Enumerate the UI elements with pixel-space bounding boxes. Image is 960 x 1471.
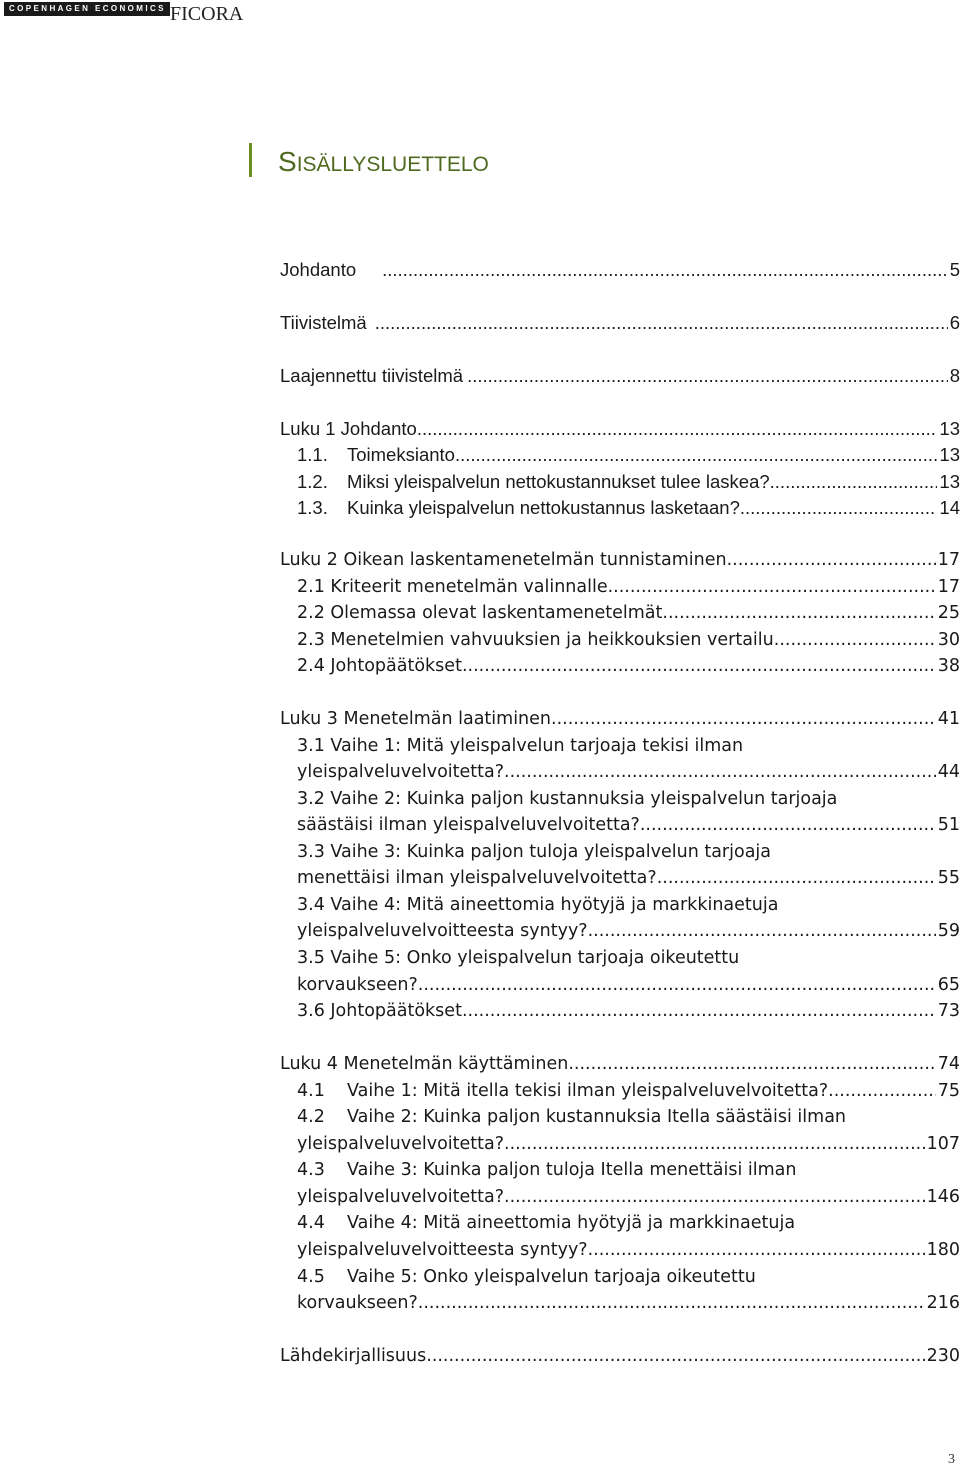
toc-page-number: 74 — [937, 1054, 960, 1074]
toc-entry-luku-1[interactable] — [280, 418, 960, 444]
title-rest: ISÄLLYSLUETTELO — [296, 153, 489, 176]
toc-entry-4-4-line2[interactable] — [297, 1240, 960, 1266]
toc-dot-leader — [462, 656, 936, 676]
toc-section-number: 1.1. — [297, 444, 328, 465]
toc-dot-leader — [462, 1001, 936, 1021]
toc-entry-4-2-line2[interactable] — [297, 1134, 960, 1160]
toc-dot-leader — [662, 603, 935, 623]
toc-page-number: 25 — [937, 603, 960, 623]
toc-entry-3-5-line2[interactable] — [297, 975, 960, 1001]
toc-page-number: 5 — [949, 259, 960, 280]
toc-entry-3-4-line1[interactable]: 3.4 Vaihe 4: Mitä aineettomia hyötyjä ja markkinaetuja — [297, 895, 779, 915]
toc-entry-3-6[interactable] — [297, 1001, 960, 1027]
toc-dot-leader — [375, 312, 948, 334]
toc-entry-1-1[interactable] — [297, 444, 960, 470]
toc-entry-text: Johdanto — [280, 259, 357, 280]
toc-entry-4-5-line1[interactable] — [297, 1267, 756, 1293]
toc-entry-text: Laajennettu tiivistelmä — [280, 365, 464, 386]
toc-dot-leader — [455, 444, 937, 466]
toc-page-number: 75 — [937, 1081, 960, 1101]
toc-entry-3-4-line2[interactable] — [297, 921, 960, 947]
toc-page-number: 230 — [926, 1346, 960, 1366]
title-first-letter: S — [278, 146, 297, 177]
toc-page-number: 180 — [926, 1240, 960, 1260]
toc-entry-3-1-line2[interactable] — [297, 762, 960, 788]
toc-dot-leader — [382, 259, 948, 281]
toc-page-number: 65 — [937, 975, 960, 995]
toc-section-number: 1.2. — [297, 471, 328, 492]
toc-entry-text: Luku 4 Menetelmän käyttäminen — [280, 1054, 569, 1074]
toc-entry-text: Vaihe 4: Mitä aineettomia hyötyjä ja markkinaetuja — [347, 1213, 796, 1233]
toc-entry-3-2-line2[interactable] — [297, 815, 960, 841]
toc-section-number: 4.4 — [297, 1213, 325, 1233]
toc-entry-4-1[interactable] — [297, 1081, 960, 1107]
toc-entry-text: yleispalveluvelvoitetta? — [297, 1134, 505, 1154]
toc-entry-text: menettäisi ilman yleispalveluvelvoitetta? — [297, 868, 657, 888]
toc-entry-text: Lähdekirjallisuus — [280, 1346, 427, 1366]
toc-entry-4-5-line2[interactable] — [297, 1293, 960, 1319]
toc-entry-text: Kuinka yleispalvelun nettokustannus lasketaan? — [347, 497, 740, 518]
toc-entry-text: 2.1 Kriteerit menetelmän valinnalle — [297, 577, 608, 597]
toc-entry-4-3-line1[interactable] — [297, 1160, 796, 1186]
toc-entry-text: Vaihe 3: Kuinka paljon tuloja Itella menettäisi ilman — [347, 1160, 797, 1180]
toc-dot-leader — [504, 762, 936, 782]
toc-entry-text: Luku 3 Menetelmän laatiminen — [280, 709, 552, 729]
toc-entry-text: Luku 2 Oikean laskentamenetelmän tunnistaminen — [280, 550, 727, 570]
copenhagen-economics-logo: COPENHAGEN ECONOMICS — [4, 2, 170, 16]
toc-page-number: 30 — [937, 630, 960, 650]
toc-dot-leader — [657, 868, 936, 888]
toc-entry-text: yleispalveluvelvoitteesta syntyy? — [297, 921, 588, 941]
toc-entry-3-1-line1[interactable]: 3.1 Vaihe 1: Mitä yleispalvelun tarjoaja tekisi ilman — [297, 736, 744, 756]
toc-dot-leader — [551, 709, 936, 729]
toc-page-number: 17 — [937, 577, 960, 597]
toc-page-number: 73 — [937, 1001, 960, 1021]
toc-page-number: 146 — [926, 1187, 960, 1207]
toc-entry-text: säästäisi ilman yleispalveluvelvoitetta? — [297, 815, 640, 835]
toc-dot-leader — [640, 815, 936, 835]
toc-dot-leader — [467, 365, 948, 387]
toc-page-number: 55 — [937, 868, 960, 888]
toc-page-number: 51 — [937, 815, 960, 835]
toc-dot-leader — [740, 497, 938, 519]
toc-entry-text: Vaihe 2: Kuinka paljon kustannuksia Itella säästäisi ilman — [347, 1107, 847, 1127]
toc-entry-luku-4[interactable] — [280, 1054, 960, 1080]
toc-entry-2-1[interactable] — [297, 577, 960, 603]
toc-dot-leader — [418, 1293, 925, 1313]
toc-dot-leader — [770, 471, 938, 493]
toc-entry-1-3[interactable] — [297, 497, 960, 523]
toc-entry-4-3-line2[interactable] — [297, 1187, 960, 1213]
toc-section-number: 4.1 — [297, 1081, 325, 1101]
toc-page-number: 13 — [939, 471, 960, 492]
toc-entry-4-4-line1[interactable] — [297, 1213, 795, 1239]
toc-entry-text: Tiivistelmä — [280, 312, 367, 333]
toc-entry-laajennettu[interactable] — [280, 365, 960, 391]
toc-dot-leader — [504, 1134, 925, 1154]
toc-entry-3-3-line2[interactable] — [297, 868, 960, 894]
toc-entry-text: yleispalveluvelvoitetta? — [297, 762, 505, 782]
toc-entry-text: korvaukseen? — [297, 975, 418, 995]
toc-entry-johdanto[interactable] — [280, 259, 960, 285]
toc-section-number: 4.5 — [297, 1267, 325, 1287]
toc-page-number: 6 — [949, 312, 960, 333]
toc-entry-lahdekirjallisuus[interactable] — [280, 1346, 960, 1372]
toc-section-number: 4.2 — [297, 1107, 325, 1127]
toc-dot-leader — [828, 1081, 936, 1101]
toc-dot-leader — [426, 1346, 924, 1366]
toc-dot-leader — [588, 921, 936, 941]
toc-page-number: 59 — [937, 921, 960, 941]
toc-entry-luku-2[interactable] — [280, 550, 960, 576]
title-accent-bar — [249, 143, 252, 177]
toc-entry-text: Toimeksianto — [347, 444, 455, 465]
toc-entry-text: korvaukseen? — [297, 1293, 418, 1313]
toc-entry-2-2[interactable] — [297, 603, 960, 629]
toc-entry-3-2-line1[interactable]: 3.2 Vaihe 2: Kuinka paljon kustannuksia yleispalvelun tarjoaja — [297, 789, 838, 809]
toc-section-number: 1.3. — [297, 497, 328, 518]
toc-dot-leader — [417, 418, 938, 440]
toc-entry-text: Vaihe 5: Onko yleispalvelun tarjoaja oikeutettu — [347, 1267, 756, 1287]
toc-page-number: 13 — [939, 418, 960, 439]
toc-page-number: 14 — [939, 497, 960, 518]
toc-dot-leader — [504, 1187, 925, 1207]
toc-dot-leader — [774, 630, 936, 650]
toc-page-number: 13 — [939, 444, 960, 465]
toc-entry-4-2-line1[interactable] — [297, 1107, 846, 1133]
toc-entry-text: Vaihe 1: Mitä itella tekisi ilman yleispalveluvelvoitetta? — [347, 1081, 829, 1101]
toc-entry-luku-3[interactable] — [280, 709, 960, 735]
toc-entry-text: 3.6 Johtopäätökset — [297, 1001, 462, 1021]
toc-entry-text: 2.3 Menetelmien vahvuuksien ja heikkouksien vertailu — [297, 630, 774, 650]
toc-dot-leader — [568, 1054, 935, 1074]
toc-entry-text: yleispalveluvelvoitetta? — [297, 1187, 505, 1207]
toc-page-number: 41 — [937, 709, 960, 729]
toc-dot-leader — [727, 550, 936, 570]
toc-dot-leader — [608, 577, 936, 597]
toc-page-number: 38 — [937, 656, 960, 676]
toc-entry-3-3-line1[interactable]: 3.3 Vaihe 3: Kuinka paljon tuloja yleispalvelun tarjoaja — [297, 842, 772, 862]
toc-entry-text: Miksi yleispalvelun nettokustannukset tulee laskea? — [347, 471, 770, 492]
toc-entry-text: yleispalveluvelvoitteesta syntyy? — [297, 1240, 588, 1260]
toc-page-number: 107 — [926, 1134, 960, 1154]
toc-dot-leader — [418, 975, 936, 995]
toc-entry-text: 2.2 Olemassa olevat laskentamenetelmät — [297, 603, 663, 623]
toc-page-number: 8 — [949, 365, 960, 386]
toc-page-number: 17 — [937, 550, 960, 570]
page-title — [278, 146, 489, 183]
toc-dot-leader — [588, 1240, 925, 1260]
toc-page-number: 216 — [926, 1293, 960, 1313]
toc-entry-1-2[interactable] — [297, 471, 960, 497]
toc-entry-text: 2.4 Johtopäätökset — [297, 656, 462, 676]
toc-entry-tiivistelma[interactable] — [280, 312, 960, 338]
toc-entry-3-5-line1[interactable]: 3.5 Vaihe 5: Onko yleispalvelun tarjoaja oikeutettu — [297, 948, 740, 968]
toc-page-number: 44 — [937, 762, 960, 782]
page-number: 3 — [948, 1452, 955, 1467]
toc-section-number: 4.3 — [297, 1160, 325, 1180]
ficora-logo: FICORA — [170, 3, 244, 25]
toc-entry-text: Luku 1 Johdanto — [280, 418, 417, 439]
toc-entry-2-3[interactable] — [297, 630, 960, 656]
toc-entry-2-4[interactable] — [297, 656, 960, 682]
